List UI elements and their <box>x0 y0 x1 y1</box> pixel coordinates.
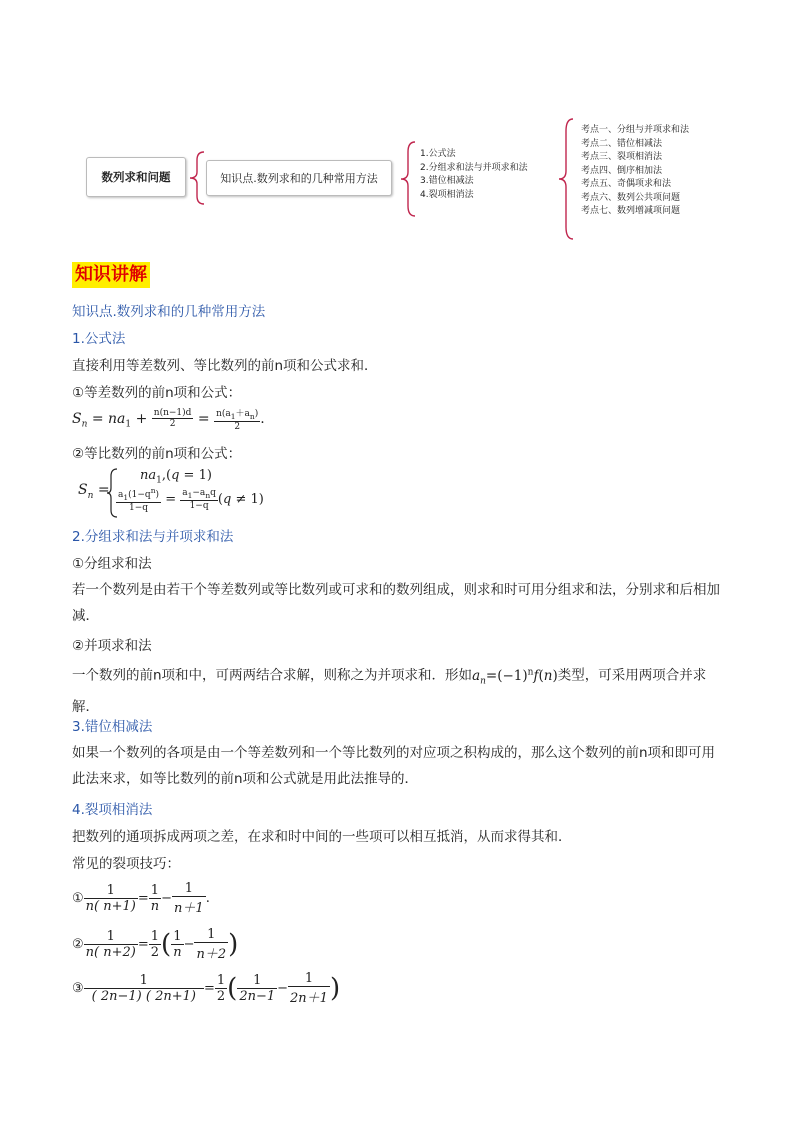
mindmap-topic: 知识点.数列求和的几种常用方法 <box>206 160 392 196</box>
brace-2 <box>399 140 417 218</box>
method-item: 1.公式法 <box>420 149 456 159</box>
sub-heading-1: ①分组求和法 <box>72 556 152 572</box>
method-item: 2.分组求和法与并项求和法 <box>420 162 528 173</box>
mindmap-methods <box>420 148 528 202</box>
arith-formula: $S_n = na_1$ + $\frac{n(n-1)d}{2}$ = $\frac{n(a_1+a_n)}{2}$ . <box>72 406 265 432</box>
kaodian-item: 考点四、倒序相加法 <box>581 165 663 176</box>
para-3-part-b: 类型，可采用两项合并求解． <box>72 667 707 716</box>
para-3-formula: $a_n=(-1)^nf(n)$ <box>472 667 558 687</box>
heading-3: 3.错位相减法 <box>72 719 153 735</box>
method-item: 3.错位相减法 <box>420 176 474 186</box>
kaodian-item: 考点一、分组与并项求和法 <box>581 125 690 135</box>
telescope-formula-1: ① $\frac{1}{n( n+1)}$ = $\frac{1}{n}$ − $\frac{1}{n+1}$ . <box>72 881 210 916</box>
kaodian-item: 考点七、数列增减项问题 <box>581 206 681 216</box>
para-4: 如果一个数列的各项是由一个等差数列和一个等比数列的对应项之积构成的，那么这个数列的前n项和即可用此法来求，如等比数列的前n项和公式就是用此法推导的． <box>72 745 716 787</box>
kaodian-item: 考点三、裂项相消法 <box>581 152 663 162</box>
method-item: 4.裂项相消法 <box>420 189 474 200</box>
para-1: 直接利用等差数列、等比数列的前n项和公式求和． <box>72 358 378 374</box>
point-title: 知识点.数列求和的几种常用方法 <box>72 304 266 320</box>
para-6: 常见的裂项技巧： <box>72 856 180 872</box>
geom-label: ②等比数列的前n项和公式： <box>72 446 242 462</box>
brace-1 <box>188 150 206 206</box>
heading-2: 2.分组求和法与并项求和法 <box>72 529 234 545</box>
heading-1: 1.公式法 <box>72 331 126 347</box>
para-3 <box>72 659 724 720</box>
kaodian-item: 考点二、错位相减法 <box>581 138 663 149</box>
para-2: 若一个数列是由若干个等差数列或等比数列或可求和的数列组成，则求和时可用分组求和法，分别求和后相加减． <box>72 582 720 624</box>
brace-3 <box>557 117 575 241</box>
para-5: 把数列的通项拆成两项之差，在求和时中间的一些项可以相互抵消，从而求得其和． <box>72 829 572 845</box>
mindmap-root: 数列求和问题 <box>86 157 186 197</box>
section-banner: 知识讲解 <box>72 262 150 288</box>
telescope-formula-3: ③ $\frac{1}{( 2n-1) ( 2n+1)}$ = $\frac{1}{2}$ ( $\frac{1}{2n-1}$ − $\frac{1}{2n+1}$ ) <box>72 971 341 1006</box>
telescope-formula-2: ② $\frac{1}{n( n+2)}$ = $\frac{1}{2}$ ( $\frac{1}{n}$ − $\frac{1}{n+2}$ ) <box>72 927 239 962</box>
kaodian-item: 考点五、奇偶项求和法 <box>581 179 672 189</box>
kaodian-item: 考点六、数列公共项问题 <box>581 192 681 203</box>
heading-4: 4.裂项相消法 <box>72 802 153 818</box>
para-3-part-a: 一个数列的前n项和中，可两两结合求解，则称之为并项求和．形如 <box>72 667 473 684</box>
arith-label: ①等差数列的前n项和公式： <box>72 385 242 401</box>
sub-heading-2: ②并项求和法 <box>72 638 152 654</box>
mindmap-kaodian <box>581 124 689 219</box>
